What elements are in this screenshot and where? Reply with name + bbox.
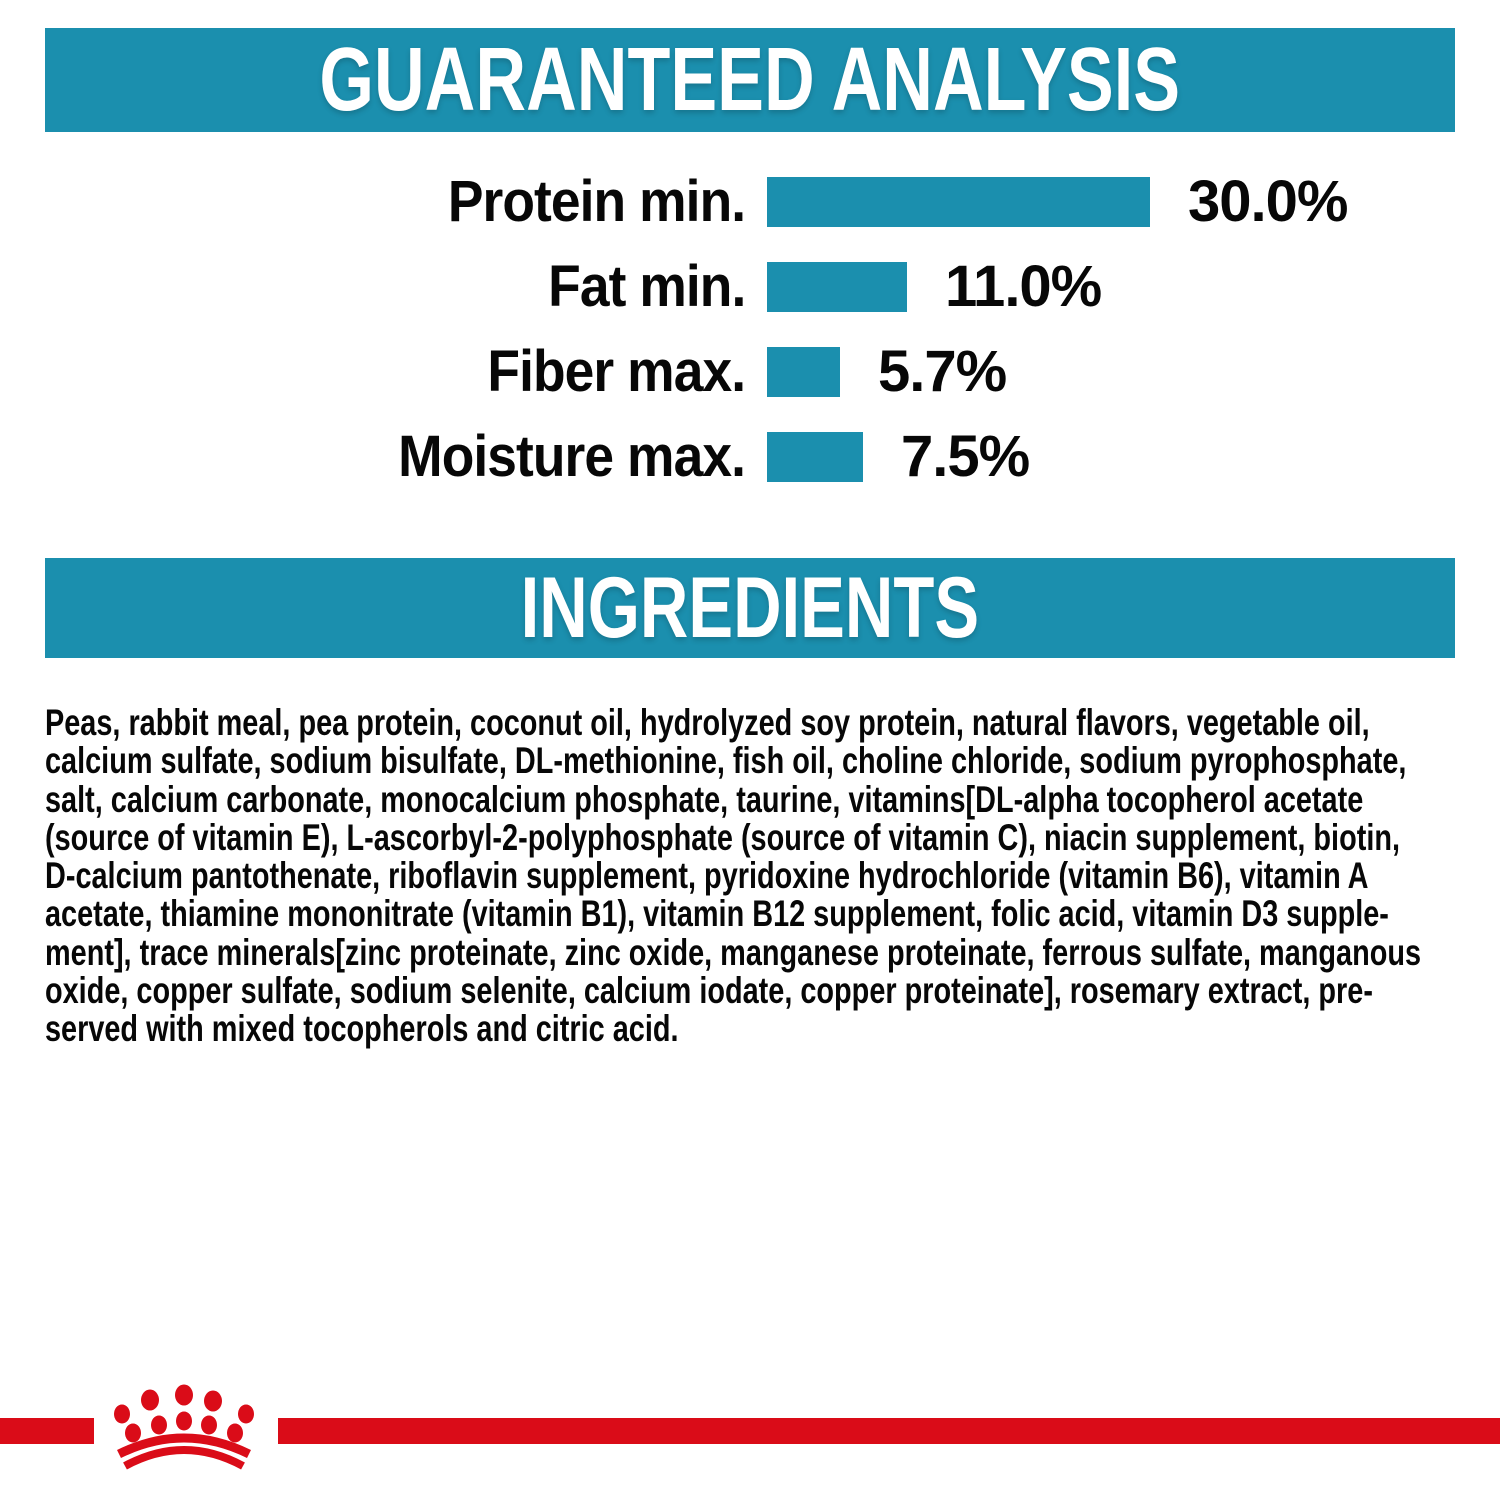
- fat-label: Fat min.: [547, 254, 745, 319]
- row-label: [45, 169, 745, 234]
- ingredients-line: calcium sulfate, sodium bisulfate, DL-methionine, fish oil, choline chloride, sodium pyrophosphate,: [45, 740, 1407, 782]
- guaranteed-analysis-banner: [45, 28, 1455, 132]
- fiber-label: Fiber max.: [487, 339, 745, 404]
- ingredients-line: Peas, rabbit meal, pea protein, coconut oil, hydrolyzed soy protein, natural flavors, vegetable oil,: [45, 702, 1370, 743]
- ingredients-line: salt, calcium carbonate, monocalcium phosphate, taurine, vitamins[DL-alpha tocopherol acetate: [45, 778, 1364, 820]
- ingredients-line: (source of vitamin E), L-ascorbyl-2-polyphosphate (source of vitamin C), niacin supplement, biotin,: [45, 816, 1400, 858]
- ingredients-line: oxide, copper sulfate, sodium selenite, calcium iodate, copper proteinate], rosemary extract, pre-: [45, 970, 1373, 1012]
- ingredients-title: INGREDIENTS: [520, 560, 980, 656]
- chart-row-moisture: [45, 424, 1455, 489]
- footer-stripe-right: [278, 1418, 1500, 1444]
- chart-row-fiber: [45, 339, 1455, 404]
- protein-label: Protein min.: [447, 169, 745, 234]
- guaranteed-analysis-chart: [45, 169, 1455, 517]
- royal-canin-crown-icon: [105, 1378, 265, 1473]
- ingredients-line: ment], trace minerals[zinc proteinate, zinc oxide, manganese proteinate, ferrous sulfate, manganous: [45, 931, 1422, 973]
- chart-row-fat: [45, 254, 1455, 319]
- fat-value: 11.0%: [945, 254, 1102, 319]
- footer-stripe-left: [0, 1418, 94, 1444]
- fiber-bar: [767, 347, 840, 397]
- moisture-value: 7.5%: [901, 424, 1030, 489]
- fat-bar: [767, 262, 907, 312]
- row-label: [45, 424, 745, 489]
- row-label: [45, 254, 745, 319]
- chart-row-protein: [45, 169, 1455, 234]
- ingredients-text: [45, 704, 1465, 1049]
- ingredients-line: acetate, thiamine mononitrate (vitamin B1), vitamin B12 supplement, folic acid, vitamin D3 supple-: [45, 893, 1389, 935]
- row-label: [45, 339, 745, 404]
- ingredients-line: D-calcium pantothenate, riboflavin supplement, pyridoxine hydrochloride (vitamin B6), vitamin A: [45, 855, 1369, 897]
- moisture-label: Moisture max.: [398, 424, 745, 489]
- protein-value: 30.0%: [1188, 169, 1348, 234]
- moisture-bar: [767, 432, 863, 482]
- ingredients-line: served with mixed tocopherols and citric acid.: [45, 1008, 679, 1050]
- guaranteed-analysis-title: GUARANTEED ANALYSIS: [319, 30, 1181, 130]
- ingredients-banner: [45, 558, 1455, 658]
- fiber-value: 5.7%: [878, 339, 1007, 404]
- protein-bar: [767, 177, 1150, 227]
